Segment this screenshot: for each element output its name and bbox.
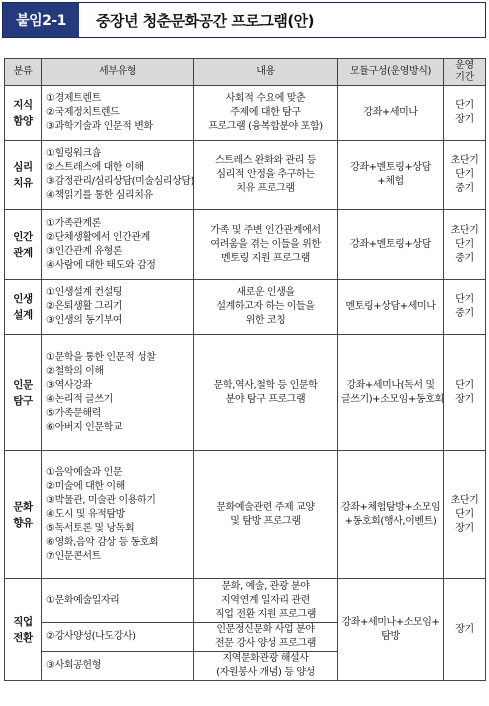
text-line: 함양: [13, 115, 33, 127]
document-title: 중장년 청춘문화공간 프로그램(안): [96, 11, 315, 30]
text-line: 지역연계 일자리 관련: [221, 594, 310, 606]
header-period: [444, 59, 486, 86]
category-cell: [5, 335, 42, 451]
text-line: 직업: [13, 615, 33, 628]
category-cell: [5, 141, 42, 210]
subtype-item: ⑤가족문해력: [46, 407, 101, 419]
text-line: 중기: [455, 252, 474, 264]
subtype-item: ①힐링워크숍: [46, 148, 101, 159]
category-cell: [5, 210, 42, 280]
text-line: 강좌+세미나(독서 및: [346, 379, 435, 391]
title-bar: [2, 2, 486, 38]
text-line: 치유: [13, 177, 33, 189]
subtype-cell: [42, 280, 194, 335]
text-line: 장기: [455, 393, 474, 405]
period-cell: [444, 141, 486, 210]
module-cell: [338, 280, 444, 335]
text-line: 강좌+멘토링+상담: [350, 238, 431, 250]
text-line: 강좌+체험탐방+소모임: [341, 501, 441, 513]
text-line: 운영: [455, 60, 474, 71]
text-line: 사회적 수요에 맞춘: [225, 93, 306, 104]
text-line: 장기: [455, 623, 474, 635]
category-cell: [5, 451, 42, 579]
subtype-item: ①경제트렌트: [46, 93, 101, 104]
text-line: 프로그램 (융복합분야 포함): [208, 121, 323, 132]
table-row: [5, 451, 486, 579]
text-line: 치유 프로그램: [236, 183, 295, 194]
subtype-item: ②국제정치트렌드: [46, 107, 120, 118]
subtype-item: ③박물관, 미술관 이용하기: [46, 494, 156, 506]
attachment-badge: 붙임2-1: [3, 3, 79, 37]
text-line: 스트레스 완화와 관리 등: [215, 155, 316, 166]
subtype-item: ②철학의 이해: [46, 365, 104, 377]
module-cell: [338, 86, 444, 141]
subtype-item: ④사람에 대한 태도와 감정: [46, 259, 156, 271]
text-line: 설계하고자 하는 이들을: [216, 301, 315, 312]
content-cell: [194, 141, 338, 210]
table-row: [5, 141, 486, 210]
text-line: 중기: [455, 183, 474, 194]
subtype-item: ④책읽기를 통한 심리치유: [46, 190, 153, 201]
text-line: 문화, 예술, 관광 분야: [221, 580, 310, 592]
module-cell: [338, 579, 444, 681]
subtype-item: ⑦인문콘서트: [46, 550, 101, 562]
subtype-item: ③과학기술과 인문적 변화: [46, 121, 153, 132]
table-header-row: [5, 59, 486, 86]
text-line: 전문 강사 양성 프로그램: [215, 638, 316, 649]
module-cell: [338, 210, 444, 280]
period-cell: [444, 86, 486, 141]
text-line: 강좌+세미나+소모임+: [341, 616, 440, 628]
period-cell: [444, 451, 486, 579]
table-row: [5, 280, 486, 335]
content-cell: [194, 280, 338, 335]
text-line: 여려움을 겪는 이들을 위한: [210, 238, 321, 250]
subtype-item: ②단체생활에서 인간관계: [46, 231, 150, 243]
subtype-item: ②은퇴생활 그리기: [46, 301, 123, 312]
table-row: [5, 86, 486, 141]
text-line: (자원봉사 개념) 등 양성: [216, 667, 315, 678]
content-cell: [194, 652, 338, 681]
text-line: 문화예술관련 주제 교양: [216, 501, 315, 513]
subtype-item: ①음악예술과 인문: [46, 466, 123, 478]
period-cell: [444, 579, 486, 681]
subtype-cell: [42, 210, 194, 280]
text-line: 지식: [13, 99, 33, 111]
subtype-cell: ③사회공헌형: [42, 652, 194, 681]
category-cell: [5, 280, 42, 335]
text-line: 전환: [13, 631, 33, 644]
text-line: 인간: [13, 230, 33, 243]
text-line: 단기: [455, 379, 474, 391]
text-line: 위한 코칭: [245, 315, 286, 326]
subtype-cell: [42, 451, 194, 579]
text-line: 직업 전환 지원 프로그램: [215, 608, 316, 620]
subtype-item: ⑥아버지 인문학교: [46, 421, 123, 433]
header-subtype: 세부유형: [42, 59, 194, 86]
text-line: 관계: [13, 246, 33, 259]
text-line: 탐구: [13, 394, 33, 407]
text-line: 단기: [455, 294, 474, 305]
text-line: 단기: [455, 238, 474, 250]
subtype-item: ①인생설계 컨설팅: [46, 287, 123, 298]
text-line: 지역문화관광 해설사: [222, 653, 309, 664]
subtype-item: ①가족관계론: [46, 217, 101, 229]
subtype-cell: [42, 86, 194, 141]
text-line: 단기: [455, 508, 474, 520]
text-line: 인문: [13, 378, 33, 391]
text-line: 중기: [455, 308, 474, 319]
content-cell: [194, 579, 338, 623]
text-line: 단기: [455, 100, 474, 111]
subtype-item: ③역사강좌: [46, 379, 92, 391]
text-line: 장기: [455, 114, 474, 125]
text-line: 문화: [13, 500, 33, 513]
module-cell: [338, 335, 444, 451]
subtype-cell: ②강사양성(나도강사): [42, 623, 194, 652]
content-cell: [194, 623, 338, 652]
text-line: 멘토링 지원 프로그램: [221, 252, 310, 264]
text-line: 탐방: [381, 630, 400, 642]
text-line: 장기: [455, 522, 474, 534]
subtype-item: ④논리적 글쓰기: [46, 393, 113, 405]
subtype-item: ⑤독서토론 및 낭독회: [46, 522, 135, 534]
subtype-item: ⑥영화,음악 감상 등 동호회: [46, 536, 159, 548]
text-line: 강좌+세미나: [363, 107, 418, 118]
text-line: +체험: [377, 176, 404, 187]
text-line: 단기: [455, 169, 474, 180]
text-line: 새로운 인생을: [236, 287, 295, 298]
text-line: 인문정신문화 사업 분야: [216, 624, 315, 635]
category-cell: [5, 86, 42, 141]
text-line: 멘토링+상담+세미나: [345, 301, 436, 312]
program-table: [4, 58, 486, 681]
table-row: [5, 579, 486, 623]
text-line: 초단기: [450, 155, 479, 166]
content-cell: [194, 86, 338, 141]
header-category: 분류: [5, 59, 42, 86]
text-line: 향유: [13, 516, 33, 529]
text-line: 가족 및 주변 인간관계에서: [210, 224, 321, 236]
header-module: 모듈구성(운영방식): [338, 59, 444, 86]
text-line: 심리: [13, 161, 33, 173]
subtype-cell: ①문화예술일자리: [42, 579, 194, 623]
text-line: 기간: [455, 72, 474, 83]
text-line: 설계: [13, 309, 33, 321]
text-line: 강좌+멘토링+상담: [350, 162, 431, 173]
subtype-cell: [42, 335, 194, 451]
period-cell: [444, 210, 486, 280]
text-line: 심리적 안정을 추구하는: [216, 169, 315, 180]
text-line: 초단기: [450, 494, 479, 506]
text-line: 초단기: [450, 224, 479, 236]
content-cell: [194, 335, 338, 451]
content-cell: [194, 210, 338, 280]
subtype-item: ①문학을 통한 인문적 성찰: [46, 351, 156, 363]
content-cell: [194, 451, 338, 579]
module-cell: [338, 451, 444, 579]
table-row: [5, 210, 486, 280]
subtype-item: ②스트레스에 대한 이해: [46, 162, 144, 173]
subtype-item: ③인생의 동기부여: [46, 315, 123, 326]
subtype-item: ④도시 및 유적탐방: [46, 508, 125, 520]
period-cell: [444, 335, 486, 451]
text-line: 및 탐방 프로그램: [230, 515, 301, 527]
module-cell: [338, 141, 444, 210]
text-line: 인생: [13, 293, 33, 305]
text-line: +동호회(행사,이벤트): [344, 515, 437, 527]
period-cell: [444, 280, 486, 335]
subtype-item: ②미술에 대한 이해: [46, 480, 125, 492]
header-content: 내용: [194, 59, 338, 86]
text-line: 주제에 대한 탐구: [230, 107, 301, 118]
text-line: 글쓰기)+소모임+동호회: [341, 393, 444, 405]
category-cell: [5, 579, 42, 681]
subtype-item: ③감정관리/심리상담(미술심리상담): [46, 176, 195, 187]
text-line: 문학,역사,철학 등 인문학: [213, 379, 318, 391]
subtype-item: ③인간관계 유형론: [46, 245, 123, 257]
text-line: 분야 탐구 프로그램: [225, 393, 306, 405]
subtype-cell: [42, 141, 194, 210]
table-row: [5, 335, 486, 451]
